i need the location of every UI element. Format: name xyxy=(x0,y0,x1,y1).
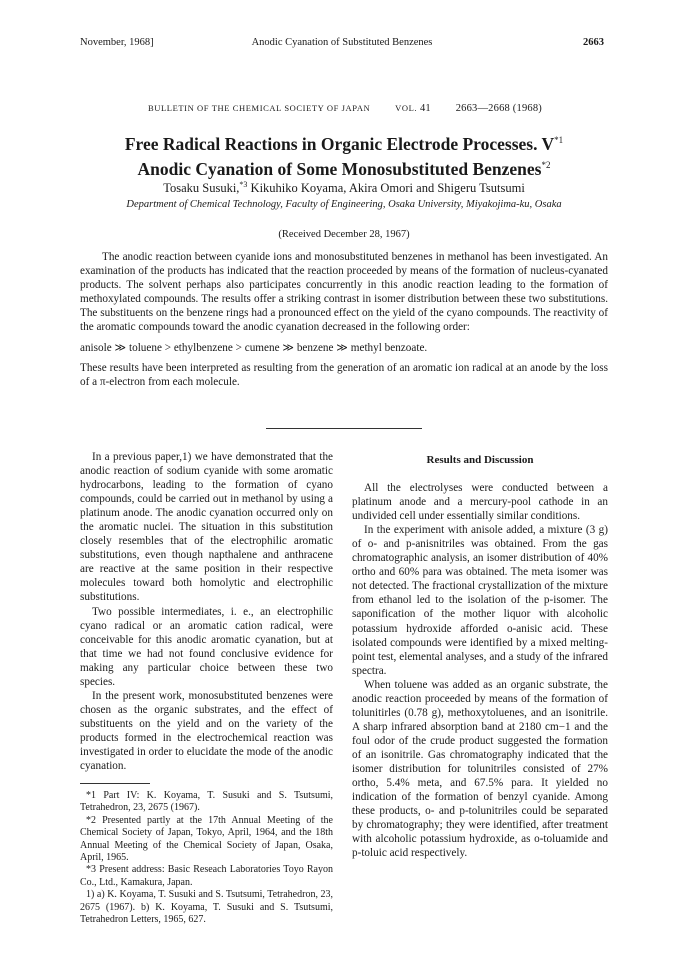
abstract-paragraph: The anodic reaction between cyanide ions and monosubstituted benzenes in methanol has been investigated. An examination of the products has indicated that the reaction proceeded by means of the formation of nucleus-cyanated products. The solvent perhaps also participates concurrently in this anodic reaction leading to the formation of methoxylated compounds. The results offer a striking contrast in isomer distribution between these two substitutions. The substituents on the benzene rings had a pronounced effect on the yield of the cyano compounds. The reactivity of the aromatic compounds toward the anodic cyanation decreased in the following order: xyxy=(80,251,608,334)
title-line-1: Free Radical Reactions in Organic Electrode Processes. $V^{*1}$ xyxy=(124,133,564,154)
footnote: 1) a) K. Koyama, T. Susuki and S. Tsutsumi, Tetrahedron, 23, 2675 (1967). b) K. Koyama, T. Susuki and S. Tsutsumi, Tetrahedron Letters, 1965, 627. xyxy=(80,889,333,926)
author-3: Akira Omori and xyxy=(348,181,435,196)
journal-volume-label: VOL. xyxy=(395,103,418,113)
received-date: (Received December 28, 1967) xyxy=(278,229,410,240)
paper-title xyxy=(40,130,648,180)
journal-citation-line xyxy=(80,103,610,114)
body-paragraph: All the electrolyses were conducted between a platinum anode and a mercury-pool cathode in an undivided cell under essentially similar conditions. xyxy=(352,482,608,523)
body-paragraph: When toluene was added as an organic substrate, the anodic reaction proceeded by means of the formation of tolunitirles (0.78 g), methoxytoluenes, and an isonitrile. A sharp infrared absorption band at 2180 cm−1 and the foul odor of the crude product suggested the formation of an isonitrile. Gas chromatography indicated that the isomer distribution for tolunitriles consisted of 27% ortho, 5.4% meta, and 67.5% para. It yielded no indication of the formation of benzyl cyanide. Among these products, o- and p-tolunitriles could be separated by chromatography; they were identified, after treatment with alcoholic potassium hydroxide, as o-toluamide and p-toluic acid respectively. xyxy=(352,678,608,860)
page-number: 2663 xyxy=(583,37,604,48)
footnote-divider xyxy=(80,783,150,784)
footnote: *1 Part IV: K. Koyama, T. Susuki and S. Tsutsumi, Tetrahedron, 23, 2675 (1967). xyxy=(80,790,333,814)
running-head-date: November, 1968] xyxy=(80,37,154,48)
body-paragraph: In the present work, monosubstituted benzenes were chosen as the organic substrates, and the effect of substituents on the yield and on the variety of the products formed in the electrochemical reaction was investigated in order to elucidate the mode of the anodic cyanation. xyxy=(80,689,333,773)
footnote: *2 Presented partly at the 17th Annual Meeting of the Chemical Society of Japan, Tokyo, April, 1964, and the 18th Annual Meeting of the Chemical Society of Japan, Osaka, April, 1965. xyxy=(80,814,333,864)
author-list: Tosaku Susuki,$^{*3}$ Kikuhiko Koyama, Akira Omori and Shigeru Tsutsumi xyxy=(163,180,525,196)
body-paragraph: In the experiment with anisole added, a mixture (3 g) of o- and p-anisnitriles was obtained. From the gas chromatographic analysis, an isomer distribution of 40% ortho and 60% para was obtained. The meta isomer was not detected. The fractional crystallization of the mixture from ethanol led to the isolation of the p-isomer. The saponification of the mother liquor with alcoholic potassium hydroxide afforded o-anisic acid. These isolated compounds were identified by a mixed melting-point test, elemental analyses, and a study of the infrared spectra. xyxy=(352,524,608,677)
author-2: Kikuhiko Koyama, xyxy=(250,181,347,196)
author-1: Tosaku Susuki, xyxy=(163,181,240,196)
journal-volume-number: 41 xyxy=(419,103,431,114)
journal-pages-year: 2663—2668 (1968) xyxy=(455,103,543,114)
abstract-conclusion: These results have been interpreted as resulting from the generation of an aromatic ion radical at an anode by the loss of a π-electron from each molecule. xyxy=(80,361,608,388)
running-head xyxy=(80,37,604,51)
body-paragraph: Two possible intermediates, i. e., an electrophilic cyano radical or an aromatic cation radical, were conceivable for this anodic aromatic cyanation, but at that time we had not found conclusive evidence for making any particular choice between these two species. xyxy=(80,605,333,688)
abstract xyxy=(80,250,608,389)
footnote: *3 Present address: Basic Reseach Laboratories Toyo Rayon Co., Ltd., Kamakura, Japan. xyxy=(80,864,333,888)
right-column xyxy=(352,450,608,860)
affiliation: Department of Chemical Technology, Faculty of Engineering, Osaka University, Miyakojima-ku, Osaka xyxy=(126,199,562,210)
section-divider xyxy=(266,428,422,429)
footnotes xyxy=(80,790,333,926)
section-heading: Results and Discussion xyxy=(426,454,534,466)
title-line-2: Anodic Cyanation of Some Monosubstituted Benzenes$^{*2}$ xyxy=(137,158,551,179)
left-column xyxy=(80,450,333,773)
journal-name: BULLETIN OF THE CHEMICAL SOCIETY OF JAPAN xyxy=(147,103,371,113)
running-head-title: Anodic Cyanation of Substituted Benzenes xyxy=(251,37,433,48)
reactivity-order: anisole ≫ toluene > ethylbenzene > cumene ≫ benzene ≫ methyl benzoate. xyxy=(80,341,428,354)
body-paragraph: In a previous paper,1) we have demonstrated that the anodic reaction of sodium cyanide with some aromatic hydrocarbons, leading to the formation of cyano compounds, could be carried out in methanol by using a platinum anode. The anodic cyanation occurred only on the aromatic nuclei. The situation in this substitution closely resembles that of the electrophilic aromatic substitutions, even though napthalene and anthracene are reactive at the same position in their respective molecules toward both homolytic and electrophilic substitutions. xyxy=(80,451,333,604)
author-4: Shigeru Tsutsumi xyxy=(437,181,525,196)
